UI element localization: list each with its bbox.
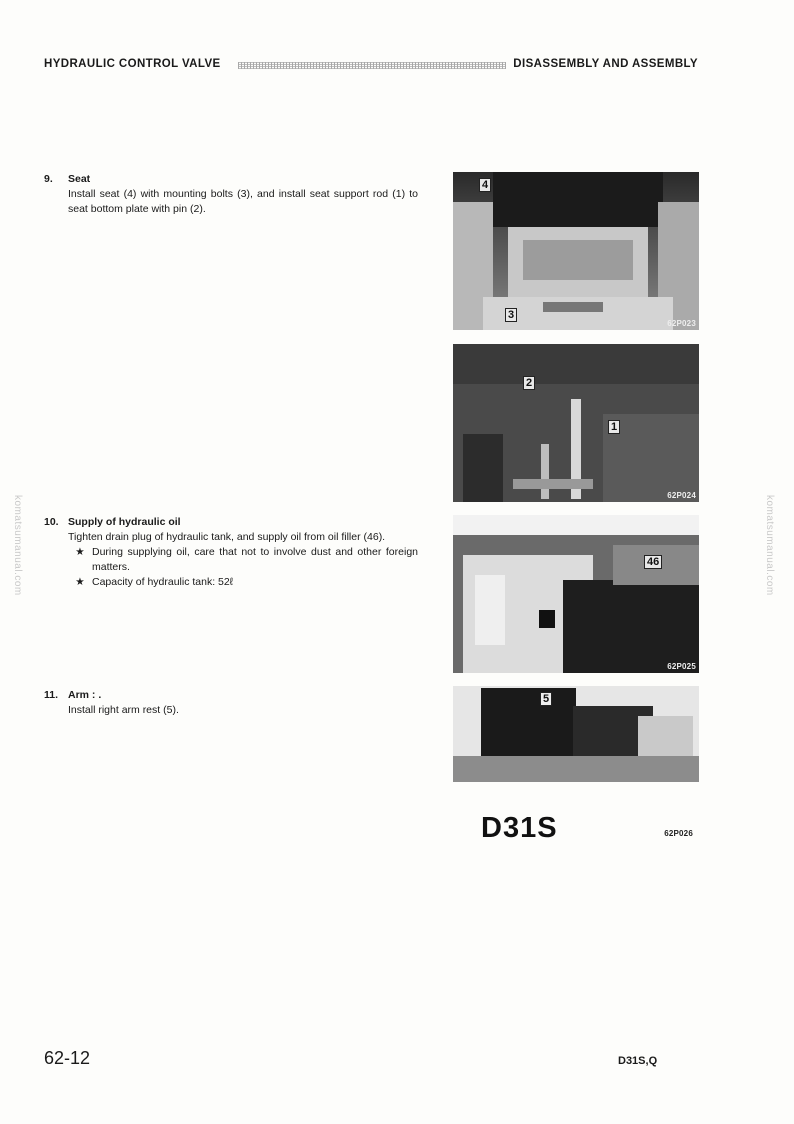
note-text: During supplying oil, care that not to involve dust and other foreign matters. [92, 546, 418, 573]
photo-code: 62P025 [667, 662, 696, 671]
star-icon: ★ [75, 546, 85, 558]
note-text: Capacity of hydraulic tank: 52ℓ [92, 576, 234, 588]
step-number: 11. [44, 689, 59, 701]
support-rod-photo-image [453, 344, 699, 502]
callout-5: 5 [540, 692, 552, 706]
step-text: Install right arm rest (5). [68, 704, 179, 716]
header-dotted-rule [238, 62, 506, 69]
header-section: DISASSEMBLY AND ASSEMBLY [513, 58, 698, 70]
step-title: Supply of hydraulic oil [68, 516, 181, 528]
watermark-left: komatsumanual.com [12, 495, 23, 596]
step-text: Tighten drain plug of hydraulic tank, and supply oil from oil filler (46). [68, 531, 386, 543]
step-title: Arm : . [68, 689, 102, 701]
watermark-right: komatsumanual.com [764, 495, 775, 596]
page-header [44, 58, 698, 74]
callout-1: 1 [608, 420, 620, 434]
model-stamp: D31S [481, 812, 558, 844]
photo-hydraulic-filler [453, 515, 699, 673]
page-number: 62-12 [44, 1048, 91, 1068]
step-title: Seat [68, 173, 91, 185]
callout-4: 4 [479, 178, 491, 192]
header-title: HYDRAULIC CONTROL VALVE [44, 58, 221, 70]
photo-code: 62P023 [667, 319, 696, 328]
note-item [44, 575, 418, 590]
hydraulic-filler-photo-image [453, 515, 699, 673]
step-9 [44, 172, 418, 217]
model-code: D31S,Q [618, 1055, 658, 1067]
star-icon: ★ [75, 576, 85, 588]
photo-code: 62P024 [667, 491, 696, 500]
note-item [44, 545, 418, 575]
callout-2: 2 [523, 376, 535, 390]
callout-46: 46 [644, 555, 662, 569]
photo-seat [453, 172, 699, 330]
step-number: 10. [44, 516, 59, 528]
photo-code: 62P026 [664, 829, 693, 838]
step-11 [44, 688, 418, 718]
seat-photo-image [453, 172, 699, 330]
callout-3: 3 [505, 308, 517, 322]
step-number: 9. [44, 173, 53, 185]
step-10 [44, 515, 418, 590]
photo-seat-support-rod [453, 344, 699, 502]
step-text: Install seat (4) with mounting bolts (3), and install seat support rod (1) to seat bottom plate with pin (2). [68, 188, 418, 215]
photo-arm-rest [453, 686, 699, 846]
